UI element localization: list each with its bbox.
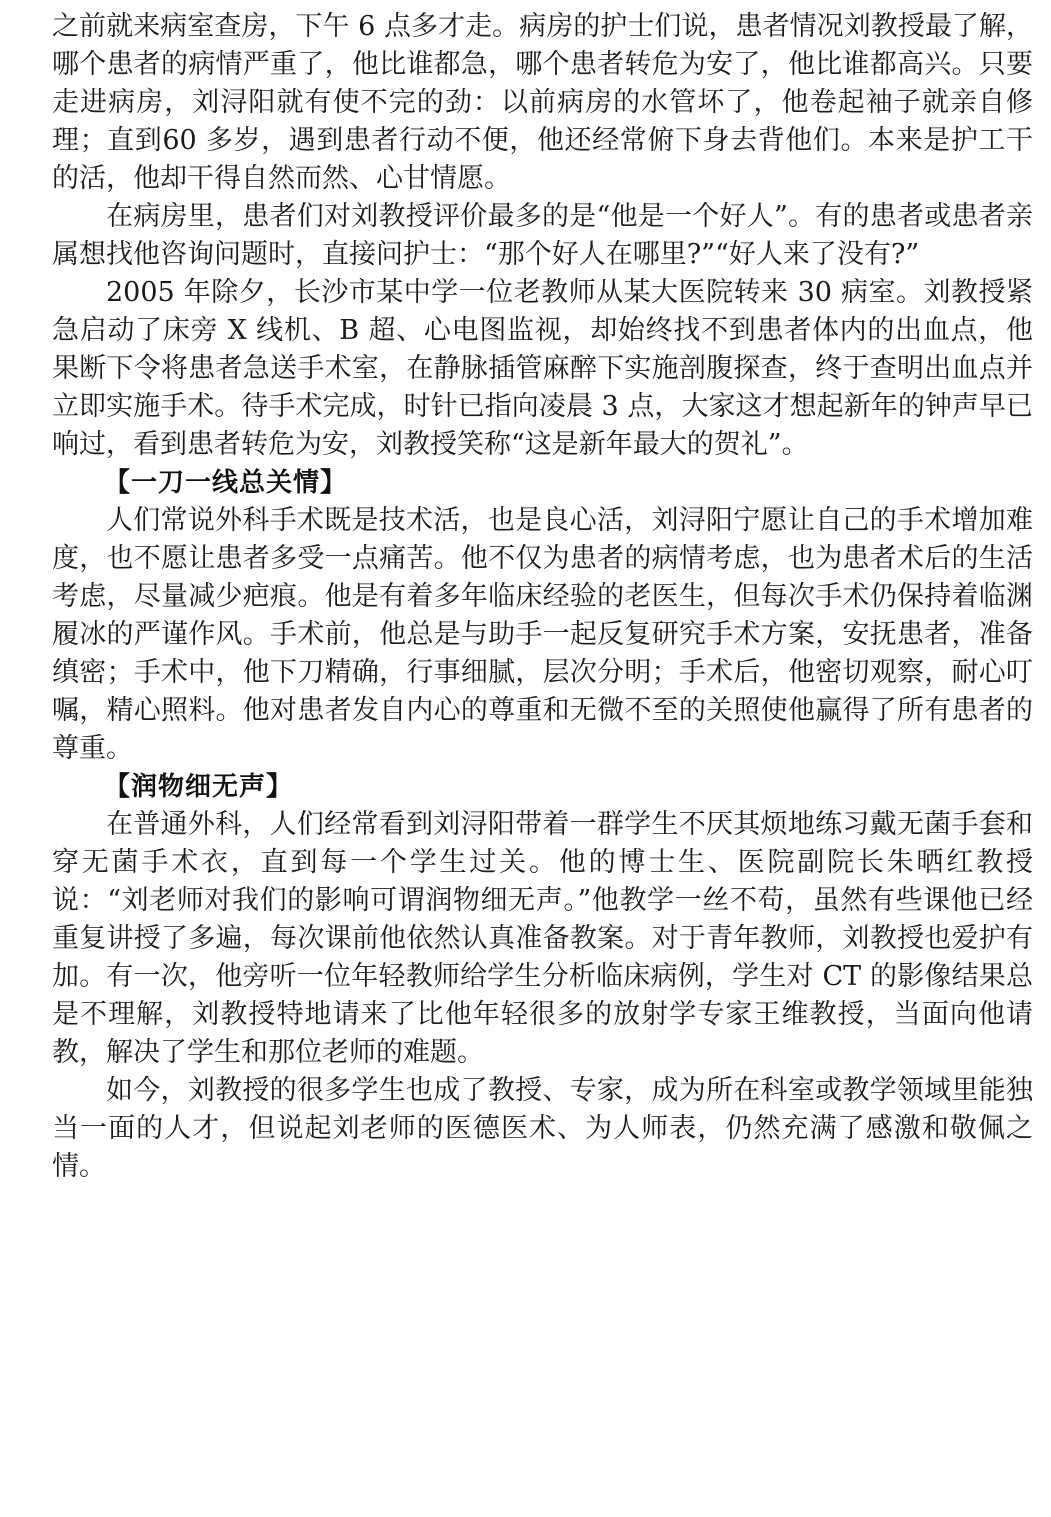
document-page — [52, 8, 1033, 1186]
paragraph-students: 如今，刘教授的很多学生也成了教授、专家，成为所在科室或教学领域里能独当一面的人才，但说起刘老师的医德医术、为人师表，仍然充满了感激和敬佩之情。 — [52, 1075, 1033, 1182]
paragraph-teaching: 在普通外科，人们经常看到刘浔阳带着一群学生不厌其烦地练习戴无菌手套和穿无菌手术衣，直到每一个学生过关。他的博士生、医院副院长朱晒红教授说：“刘老师对我们的影响可谓润物细无声。”他教学一丝不苟，虽然有些课他已经重复讲授了多遍，每次课前他依然认真准备教案。对于青年教师，刘教授也爱护有加。有一次，他旁听一位年轻教师给学生分析临床病例，学生对 CT 的影像结果总是不理解，刘教授特地请来了比他年轻很多的放射学专家王维教授，当面向他请教，解决了学生和那位老师的难题。 — [52, 809, 1033, 1068]
paragraph-good-person: 在病房里，患者们对刘教授评价最多的是“他是一个好人”。有的患者或患者亲属想找他咨询问题时，直接问护士：“那个好人在哪里?”“好人来了没有?” — [52, 201, 1033, 270]
section-heading-surgery: 【一刀一线总关情】 — [104, 468, 348, 498]
section-heading-teaching: 【润物细无声】 — [104, 772, 294, 802]
paragraph-surgery: 人们常说外科手术既是技术活，也是良心活，刘浔阳宁愿让自己的手术增加难度，也不愿让患者多受一点痛苦。他不仅为患者的病情考虑，也为患者术后的生活考虑，尽量减少疤痕。他是有着多年临床经验的老医生，但每次手术仍保持着临渊履冰的严谨作风。手术前，他总是与助手一起反复研究手术方案，安抚患者，准备缜密；手术中，他下刀精确，行事细腻，层次分明；手术后，他密切观察，耐心叮嘱，精心照料。他对患者发自内心的尊重和无微不至的关照使他赢得了所有患者的尊重。 — [52, 505, 1033, 764]
paragraph-continuation: 之前就来病室查房，下午 6 点多才走。病房的护士们说，患者情况刘教授最了解，哪个患者的病情严重了，他比谁都急，哪个患者转危为安了，他比谁都高兴。只要走进病房，刘浔阳就有使不完的劲：以前病房的水管坏了，他卷起袖子就亲自修理；直到60 多岁，遇到患者行动不便，他还经常俯下身去背他们。本来是护工干的活，他却干得自然而然、心甘情愿。 — [52, 11, 1033, 194]
paragraph-new-year-eve: 2005 年除夕，长沙市某中学一位老教师从某大医院转来 30 病室。刘教授紧急启动了床旁 X 线机、B 超、心电图监视，却始终找不到患者体内的出血点，他果断下令将患者急送手术室，在静脉插管麻醉下实施剖腹探查，终于查明出血点并立即实施手术。待手术完成，时针已指向凌晨 3 点，大家这才想起新年的钟声早已响过，看到患者转危为安，刘教授笑称“这是新年最大的贺礼”。 — [52, 277, 1033, 460]
